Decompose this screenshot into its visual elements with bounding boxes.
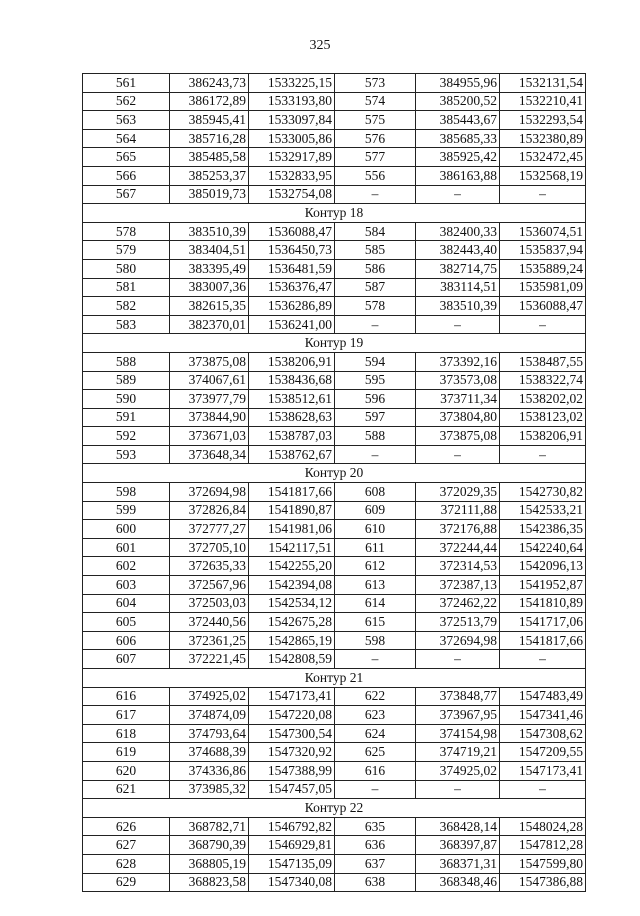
point-number-cell: – [335, 650, 416, 669]
y-coordinate-cell: 1547483,49 [500, 687, 586, 706]
point-number-cell: 616 [83, 687, 170, 706]
x-coordinate-cell: 386163,88 [416, 166, 500, 185]
x-coordinate-cell: 372777,27 [170, 520, 249, 539]
point-number-cell: 592 [83, 427, 170, 446]
y-coordinate-cell: 1533097,84 [249, 111, 335, 130]
point-number-cell: 598 [83, 483, 170, 502]
point-number-cell: 561 [83, 74, 170, 93]
point-number-cell: 616 [335, 761, 416, 780]
point-number-cell: 577 [335, 148, 416, 167]
point-number-cell: 575 [335, 111, 416, 130]
table-row [83, 706, 586, 725]
point-number-cell: 583 [83, 315, 170, 334]
x-coordinate-cell: 385253,37 [170, 166, 249, 185]
y-coordinate-cell: 1547135,09 [249, 854, 335, 873]
x-coordinate-cell: 373711,34 [416, 390, 500, 409]
y-coordinate-cell: 1538206,91 [500, 427, 586, 446]
point-number-cell: 598 [335, 631, 416, 650]
y-coordinate-cell: 1542534,12 [249, 594, 335, 613]
point-number-cell: 625 [335, 743, 416, 762]
point-number-cell: 587 [335, 278, 416, 297]
x-coordinate-cell: 383510,39 [170, 222, 249, 241]
point-number-cell: 624 [335, 724, 416, 743]
table-row [83, 315, 586, 334]
table-row [83, 650, 586, 669]
table-row [83, 427, 586, 446]
x-coordinate-cell: 368348,46 [416, 873, 500, 892]
x-coordinate-cell: 385019,73 [170, 185, 249, 204]
point-number-cell: 588 [83, 352, 170, 371]
table-row [83, 613, 586, 632]
point-number-cell: 593 [83, 445, 170, 464]
y-coordinate-cell: 1536241,00 [249, 315, 335, 334]
y-coordinate-cell: 1538123,02 [500, 408, 586, 427]
x-coordinate-cell: 373392,16 [416, 352, 500, 371]
table-row [83, 241, 586, 260]
x-coordinate-cell: 372176,88 [416, 520, 500, 539]
point-number-cell: 567 [83, 185, 170, 204]
point-number-cell: 611 [335, 538, 416, 557]
point-number-cell: 594 [335, 352, 416, 371]
table-row [83, 390, 586, 409]
x-coordinate-cell: 382714,75 [416, 259, 500, 278]
y-coordinate-cell: 1536481,59 [249, 259, 335, 278]
x-coordinate-cell: 372826,84 [170, 501, 249, 520]
table-row [83, 111, 586, 130]
y-coordinate-cell: 1538206,91 [249, 352, 335, 371]
x-coordinate-cell: 373648,34 [170, 445, 249, 464]
y-coordinate-cell: – [500, 445, 586, 464]
point-number-cell: 614 [335, 594, 416, 613]
x-coordinate-cell: 372314,53 [416, 557, 500, 576]
section-header-row [83, 799, 586, 818]
point-number-cell: – [335, 185, 416, 204]
section-header-row [83, 334, 586, 353]
table-row [83, 74, 586, 93]
x-coordinate-cell: 374874,09 [170, 706, 249, 725]
table-row [83, 743, 586, 762]
table-row [83, 185, 586, 204]
point-number-cell: 607 [83, 650, 170, 669]
y-coordinate-cell: 1538628,63 [249, 408, 335, 427]
table-row [83, 501, 586, 520]
table-row [83, 538, 586, 557]
x-coordinate-cell: 383510,39 [416, 297, 500, 316]
y-coordinate-cell: 1542865,19 [249, 631, 335, 650]
x-coordinate-cell: 385945,41 [170, 111, 249, 130]
point-number-cell: – [335, 445, 416, 464]
x-coordinate-cell: 368397,87 [416, 836, 500, 855]
y-coordinate-cell: 1542255,20 [249, 557, 335, 576]
y-coordinate-cell: 1542096,13 [500, 557, 586, 576]
x-coordinate-cell: – [416, 315, 500, 334]
x-coordinate-cell: 373804,80 [416, 408, 500, 427]
x-coordinate-cell: 383114,51 [416, 278, 500, 297]
section-title: Контур 18 [83, 204, 586, 223]
x-coordinate-cell: 373875,08 [170, 352, 249, 371]
y-coordinate-cell: 1538512,61 [249, 390, 335, 409]
x-coordinate-cell: 373848,77 [416, 687, 500, 706]
x-coordinate-cell: 368805,19 [170, 854, 249, 873]
x-coordinate-cell: 368790,39 [170, 836, 249, 855]
point-number-cell: 605 [83, 613, 170, 632]
y-coordinate-cell: 1542808,59 [249, 650, 335, 669]
y-coordinate-cell: 1538436,68 [249, 371, 335, 390]
table-row [83, 408, 586, 427]
x-coordinate-cell: 372029,35 [416, 483, 500, 502]
x-coordinate-cell: 368782,71 [170, 817, 249, 836]
y-coordinate-cell: 1547386,88 [500, 873, 586, 892]
y-coordinate-cell: 1532472,45 [500, 148, 586, 167]
y-coordinate-cell: 1547341,46 [500, 706, 586, 725]
point-number-cell: 635 [335, 817, 416, 836]
table-row [83, 352, 586, 371]
y-coordinate-cell: 1532293,54 [500, 111, 586, 130]
section-header-row [83, 669, 586, 688]
x-coordinate-cell: 373875,08 [416, 427, 500, 446]
y-coordinate-cell: 1541981,06 [249, 520, 335, 539]
y-coordinate-cell: 1541952,87 [500, 576, 586, 595]
x-coordinate-cell: 374925,02 [170, 687, 249, 706]
point-number-cell: 564 [83, 129, 170, 148]
y-coordinate-cell: 1535837,94 [500, 241, 586, 260]
point-number-cell: 579 [83, 241, 170, 260]
y-coordinate-cell: 1547457,05 [249, 780, 335, 799]
coordinates-table-body [83, 74, 586, 892]
point-number-cell: 565 [83, 148, 170, 167]
y-coordinate-cell: 1547320,92 [249, 743, 335, 762]
y-coordinate-cell: 1542675,28 [249, 613, 335, 632]
y-coordinate-cell: 1538762,67 [249, 445, 335, 464]
point-number-cell: 636 [335, 836, 416, 855]
point-number-cell: 585 [335, 241, 416, 260]
x-coordinate-cell: 372387,13 [416, 576, 500, 595]
point-number-cell: 578 [335, 297, 416, 316]
point-number-cell: 609 [335, 501, 416, 520]
point-number-cell: 628 [83, 854, 170, 873]
y-coordinate-cell: 1536088,47 [500, 297, 586, 316]
y-coordinate-cell: 1533193,80 [249, 92, 335, 111]
y-coordinate-cell: 1536376,47 [249, 278, 335, 297]
y-coordinate-cell: 1541817,66 [249, 483, 335, 502]
point-number-cell: 619 [83, 743, 170, 762]
point-number-cell: 566 [83, 166, 170, 185]
x-coordinate-cell: 382370,01 [170, 315, 249, 334]
point-number-cell: 600 [83, 520, 170, 539]
point-number-cell: 626 [83, 817, 170, 836]
y-coordinate-cell: – [500, 185, 586, 204]
x-coordinate-cell: 372513,79 [416, 613, 500, 632]
x-coordinate-cell: 373985,32 [170, 780, 249, 799]
section-title: Контур 20 [83, 464, 586, 483]
x-coordinate-cell: 385200,52 [416, 92, 500, 111]
table-row [83, 445, 586, 464]
x-coordinate-cell: 372361,25 [170, 631, 249, 650]
y-coordinate-cell: 1535981,09 [500, 278, 586, 297]
point-number-cell: – [335, 315, 416, 334]
point-number-cell: 618 [83, 724, 170, 743]
y-coordinate-cell: 1535889,24 [500, 259, 586, 278]
section-title: Контур 19 [83, 334, 586, 353]
x-coordinate-cell: 374925,02 [416, 761, 500, 780]
coordinates-table [82, 73, 586, 892]
y-coordinate-cell: 1532833,95 [249, 166, 335, 185]
x-coordinate-cell: 372694,98 [416, 631, 500, 650]
y-coordinate-cell: 1547300,54 [249, 724, 335, 743]
table-row [83, 166, 586, 185]
table-row [83, 761, 586, 780]
y-coordinate-cell: 1536286,89 [249, 297, 335, 316]
x-coordinate-cell: 382443,40 [416, 241, 500, 260]
x-coordinate-cell: – [416, 445, 500, 464]
table-row [83, 687, 586, 706]
table-row [83, 483, 586, 502]
x-coordinate-cell: 373977,79 [170, 390, 249, 409]
y-coordinate-cell: 1547220,08 [249, 706, 335, 725]
y-coordinate-cell: 1532131,54 [500, 74, 586, 93]
y-coordinate-cell: 1541890,87 [249, 501, 335, 520]
table-row [83, 854, 586, 873]
table-row [83, 817, 586, 836]
page-number: 325 [309, 38, 331, 53]
y-coordinate-cell: 1538322,74 [500, 371, 586, 390]
section-title: Контур 21 [83, 669, 586, 688]
x-coordinate-cell: 368823,58 [170, 873, 249, 892]
y-coordinate-cell: 1547340,08 [249, 873, 335, 892]
point-number-cell: 603 [83, 576, 170, 595]
x-coordinate-cell: 372635,33 [170, 557, 249, 576]
point-number-cell: 620 [83, 761, 170, 780]
point-number-cell: 599 [83, 501, 170, 520]
y-coordinate-cell: 1547599,80 [500, 854, 586, 873]
x-coordinate-cell: 372462,22 [416, 594, 500, 613]
point-number-cell: 563 [83, 111, 170, 130]
point-number-cell: 610 [335, 520, 416, 539]
point-number-cell: 622 [335, 687, 416, 706]
x-coordinate-cell: 382615,35 [170, 297, 249, 316]
table-row [83, 129, 586, 148]
x-coordinate-cell: 382400,33 [416, 222, 500, 241]
table-row [83, 724, 586, 743]
point-number-cell: 627 [83, 836, 170, 855]
y-coordinate-cell: – [500, 650, 586, 669]
point-number-cell: 596 [335, 390, 416, 409]
x-coordinate-cell: 386243,73 [170, 74, 249, 93]
x-coordinate-cell: 386172,89 [170, 92, 249, 111]
x-coordinate-cell: 383007,36 [170, 278, 249, 297]
x-coordinate-cell: 374336,86 [170, 761, 249, 780]
y-coordinate-cell: 1541817,66 [500, 631, 586, 650]
point-number-cell: 578 [83, 222, 170, 241]
y-coordinate-cell: 1546929,81 [249, 836, 335, 855]
table-row [83, 873, 586, 892]
table-row [83, 780, 586, 799]
y-coordinate-cell: 1538787,03 [249, 427, 335, 446]
x-coordinate-cell: 385685,33 [416, 129, 500, 148]
y-coordinate-cell: 1538202,02 [500, 390, 586, 409]
y-coordinate-cell: 1532917,89 [249, 148, 335, 167]
x-coordinate-cell: 374154,98 [416, 724, 500, 743]
point-number-cell: 623 [335, 706, 416, 725]
y-coordinate-cell: 1538487,55 [500, 352, 586, 371]
point-number-cell: 591 [83, 408, 170, 427]
y-coordinate-cell: 1542240,64 [500, 538, 586, 557]
y-coordinate-cell: 1547209,55 [500, 743, 586, 762]
x-coordinate-cell: 384955,96 [416, 74, 500, 93]
x-coordinate-cell: – [416, 650, 500, 669]
x-coordinate-cell: 368428,14 [416, 817, 500, 836]
table-row [83, 222, 586, 241]
y-coordinate-cell: 1542730,82 [500, 483, 586, 502]
x-coordinate-cell: 385716,28 [170, 129, 249, 148]
x-coordinate-cell: 372221,45 [170, 650, 249, 669]
table-row [83, 259, 586, 278]
y-coordinate-cell: 1547173,41 [500, 761, 586, 780]
point-number-cell: 597 [335, 408, 416, 427]
y-coordinate-cell: 1542533,21 [500, 501, 586, 520]
y-coordinate-cell: – [500, 315, 586, 334]
point-number-cell: 617 [83, 706, 170, 725]
x-coordinate-cell: 374067,61 [170, 371, 249, 390]
x-coordinate-cell: 372111,88 [416, 501, 500, 520]
y-coordinate-cell: 1542117,51 [249, 538, 335, 557]
table-row [83, 631, 586, 650]
point-number-cell: 608 [335, 483, 416, 502]
table-row [83, 576, 586, 595]
x-coordinate-cell: 372705,10 [170, 538, 249, 557]
x-coordinate-cell: 385925,42 [416, 148, 500, 167]
point-number-cell: 589 [83, 371, 170, 390]
point-number-cell: 601 [83, 538, 170, 557]
y-coordinate-cell: 1547388,99 [249, 761, 335, 780]
point-number-cell: 604 [83, 594, 170, 613]
y-coordinate-cell: 1547812,28 [500, 836, 586, 855]
y-coordinate-cell: 1547308,62 [500, 724, 586, 743]
point-number-cell: 637 [335, 854, 416, 873]
table-row [83, 836, 586, 855]
x-coordinate-cell: 383395,49 [170, 259, 249, 278]
section-title: Контур 22 [83, 799, 586, 818]
table-row [83, 594, 586, 613]
y-coordinate-cell: 1533005,86 [249, 129, 335, 148]
y-coordinate-cell: 1532754,08 [249, 185, 335, 204]
point-number-cell: 580 [83, 259, 170, 278]
x-coordinate-cell: 373671,03 [170, 427, 249, 446]
y-coordinate-cell: 1547173,41 [249, 687, 335, 706]
point-number-cell: 590 [83, 390, 170, 409]
y-coordinate-cell: 1546792,82 [249, 817, 335, 836]
x-coordinate-cell: 372694,98 [170, 483, 249, 502]
point-number-cell: 556 [335, 166, 416, 185]
point-number-cell: 595 [335, 371, 416, 390]
point-number-cell: 582 [83, 297, 170, 316]
x-coordinate-cell: 385485,58 [170, 148, 249, 167]
point-number-cell: 621 [83, 780, 170, 799]
table-row [83, 92, 586, 111]
point-number-cell: 612 [335, 557, 416, 576]
x-coordinate-cell: 374719,21 [416, 743, 500, 762]
y-coordinate-cell: – [500, 780, 586, 799]
y-coordinate-cell: 1532210,41 [500, 92, 586, 111]
x-coordinate-cell: – [416, 185, 500, 204]
point-number-cell: 576 [335, 129, 416, 148]
point-number-cell: 638 [335, 873, 416, 892]
x-coordinate-cell: 373967,95 [416, 706, 500, 725]
section-header-row [83, 204, 586, 223]
y-coordinate-cell: 1541810,89 [500, 594, 586, 613]
x-coordinate-cell: – [416, 780, 500, 799]
y-coordinate-cell: 1542386,35 [500, 520, 586, 539]
x-coordinate-cell: 372244,44 [416, 538, 500, 557]
table-row [83, 148, 586, 167]
point-number-cell: 588 [335, 427, 416, 446]
x-coordinate-cell: 373573,08 [416, 371, 500, 390]
point-number-cell: 574 [335, 92, 416, 111]
y-coordinate-cell: 1548024,28 [500, 817, 586, 836]
x-coordinate-cell: 383404,51 [170, 241, 249, 260]
y-coordinate-cell: 1541717,06 [500, 613, 586, 632]
table-row [83, 297, 586, 316]
y-coordinate-cell: 1532568,19 [500, 166, 586, 185]
x-coordinate-cell: 385443,67 [416, 111, 500, 130]
y-coordinate-cell: 1536450,73 [249, 241, 335, 260]
point-number-cell: 602 [83, 557, 170, 576]
y-coordinate-cell: 1533225,15 [249, 74, 335, 93]
table-row [83, 557, 586, 576]
point-number-cell: – [335, 780, 416, 799]
x-coordinate-cell: 373844,90 [170, 408, 249, 427]
y-coordinate-cell: 1536074,51 [500, 222, 586, 241]
point-number-cell: 615 [335, 613, 416, 632]
table-row [83, 278, 586, 297]
point-number-cell: 629 [83, 873, 170, 892]
y-coordinate-cell: 1542394,08 [249, 576, 335, 595]
point-number-cell: 581 [83, 278, 170, 297]
y-coordinate-cell: 1536088,47 [249, 222, 335, 241]
section-header-row [83, 464, 586, 483]
point-number-cell: 562 [83, 92, 170, 111]
table-row [83, 520, 586, 539]
table-row [83, 371, 586, 390]
point-number-cell: 613 [335, 576, 416, 595]
x-coordinate-cell: 372503,03 [170, 594, 249, 613]
x-coordinate-cell: 374793,64 [170, 724, 249, 743]
point-number-cell: 586 [335, 259, 416, 278]
point-number-cell: 584 [335, 222, 416, 241]
x-coordinate-cell: 372440,56 [170, 613, 249, 632]
point-number-cell: 573 [335, 74, 416, 93]
x-coordinate-cell: 374688,39 [170, 743, 249, 762]
point-number-cell: 606 [83, 631, 170, 650]
x-coordinate-cell: 368371,31 [416, 854, 500, 873]
x-coordinate-cell: 372567,96 [170, 576, 249, 595]
y-coordinate-cell: 1532380,89 [500, 129, 586, 148]
